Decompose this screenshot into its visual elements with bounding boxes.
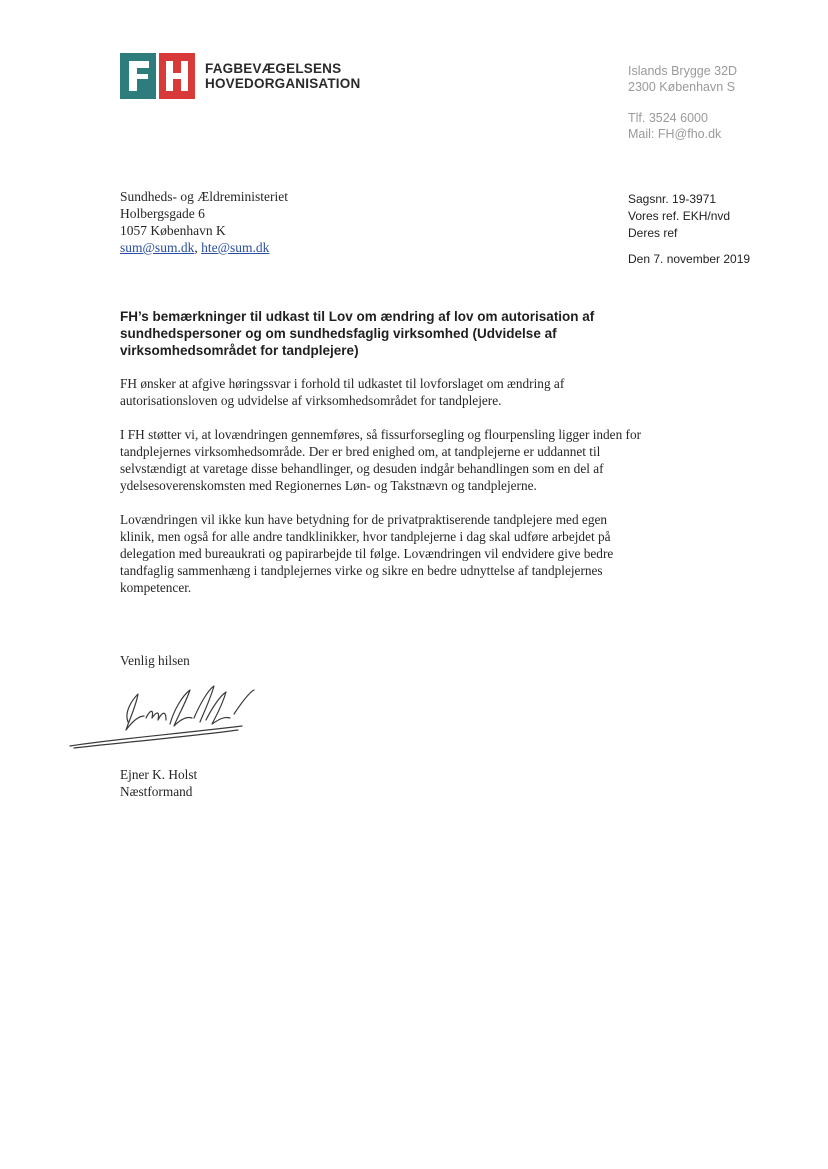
recipient-email-link-1[interactable]: sum@sum.dk (120, 240, 195, 255)
letter-body (120, 375, 720, 613)
case-number: Sagsnr. 19-3971 (628, 192, 717, 206)
signer-title: Næstformand (120, 784, 193, 799)
fh-logo-mark (120, 53, 196, 99)
heading-line: sundhedspersoner og om sundhedsfaglig virksomhed (Udvidelse af (120, 326, 557, 341)
letter-heading (120, 308, 660, 359)
recipient-name: Sundheds- og Ældreministeriet (120, 189, 288, 204)
recipient-street: Holbergsgade 6 (120, 206, 205, 221)
logo-line-2: HOVEDORGANISATION (205, 76, 361, 91)
paragraph-line: ydelsesoverenskomsten med Regionernes Løn- og Takstnævn og tandplejerne. (120, 478, 537, 493)
recipient-address (120, 188, 288, 256)
paragraph-line: FH ønsker at afgive høringssvar i forhold til udkastet til lovforslaget om ændring af (120, 376, 565, 391)
handwritten-signature (66, 680, 266, 752)
closing-salutation: Venlig hilsen (120, 653, 190, 668)
signer-name: Ejner K. Holst (120, 767, 198, 782)
logo-letter-f (120, 53, 156, 99)
paragraph-line: Lovændringen vil ikke kun have betydning for de privatpraktiserende tandplejere med egen (120, 512, 608, 527)
our-reference: Vores ref. EKH/nvd (628, 209, 731, 223)
reference-block (628, 191, 750, 268)
paragraph-3 (120, 511, 720, 596)
sender-street: Islands Brygge 32D (628, 64, 738, 78)
recipient-email-link-2[interactable]: hte@sum.dk (201, 240, 270, 255)
paragraph-line: klinik, men også for alle andre tandklinikker, hvor tandplejerne i dag skal udføre arbejdet på (120, 529, 611, 544)
logo-wordmark (205, 61, 360, 91)
sender-city: 2300 København S (628, 80, 736, 94)
paragraph-line: autorisationsloven og udvidelse af virksomhedsområdet for tandplejere. (120, 393, 502, 408)
paragraph-line: kompetencer. (120, 580, 192, 595)
paragraph-line: I FH støtter vi, at lovændringen gennemføres, så fissurforsegling og flourpensling ligger inden for (120, 427, 642, 442)
sender-phone: Tlf. 3524 6000 (628, 111, 708, 125)
recipient-emails (120, 239, 288, 256)
recipient-city: 1057 København K (120, 223, 226, 238)
logo-letter-h (159, 53, 195, 99)
heading-line: virksomhedsområdet for tandplejere) (120, 343, 359, 358)
logo-line-1: FAGBEVÆGELSENS (205, 61, 342, 76)
paragraph-2 (120, 426, 720, 494)
fh-logo (120, 53, 360, 99)
sender-address (628, 63, 737, 142)
signer-block (120, 766, 197, 800)
your-reference: Deres ref (628, 226, 678, 240)
email-separator: , (194, 240, 202, 255)
heading-line: FH’s bemærkninger til udkast til Lov om ændring af lov om autorisation af (120, 309, 595, 324)
paragraph-line: delegation med bureaukrati og papirarbejde til følge. Lovændringen vil endvidere give bedre (120, 546, 614, 561)
sender-mail: Mail: FH@fho.dk (628, 127, 722, 141)
paragraph-line: selvstændigt at varetage disse behandlinger, og desuden indgår behandlingen som en del af (120, 461, 604, 476)
paragraph-1 (120, 375, 720, 409)
letter-date: Den 7. november 2019 (628, 252, 751, 266)
paragraph-line: tandplejernes virksomhedsområde. Der er bred enighed om, at tandplejerne er uddannet til (120, 444, 601, 459)
paragraph-line: tandfaglig sammenhæng i tandplejernes virke og sikre en bedre udnyttelse af tandplejernes (120, 563, 603, 578)
